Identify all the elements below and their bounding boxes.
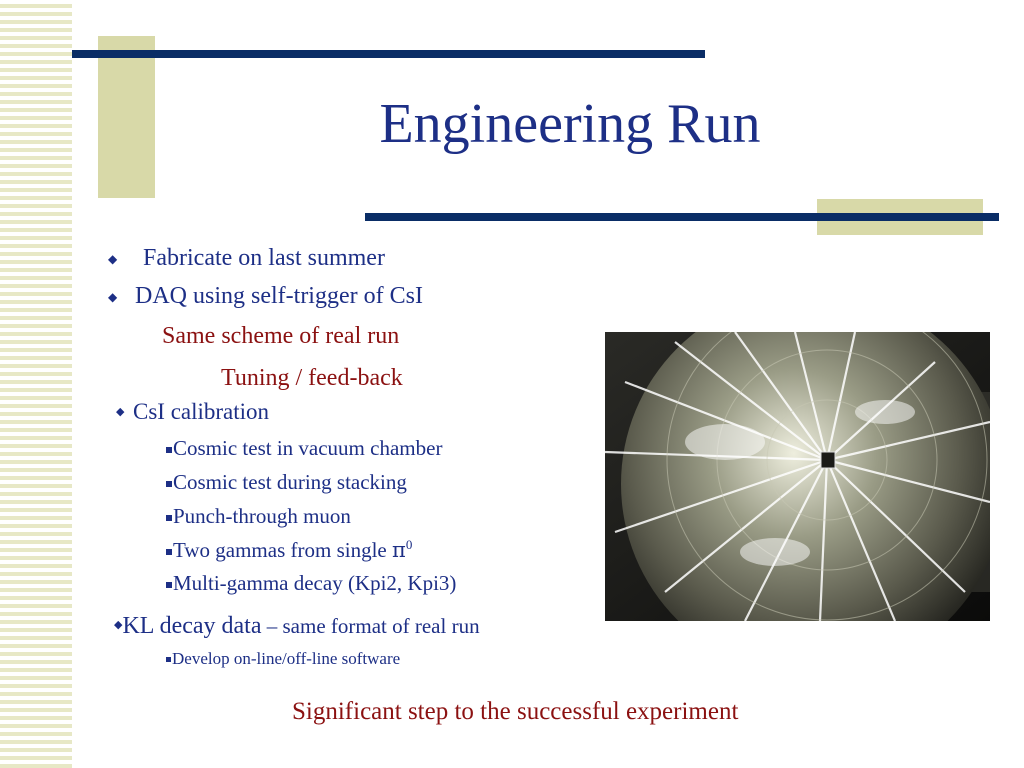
square-bullet-icon	[166, 657, 171, 662]
kl-decay-rest: – same format of real run	[261, 614, 480, 638]
calibration-item-text: Multi-gamma decay (Kpi2, Kpi3)	[173, 571, 457, 595]
pi-superscript: 0	[405, 537, 413, 552]
detector-photo	[605, 332, 990, 621]
calibration-item	[166, 436, 442, 461]
bullet-daq: DAQ using self-trigger of CsI	[135, 283, 423, 309]
left-stripe-decoration	[0, 0, 72, 768]
calibration-item-text: Punch-through muon	[173, 504, 351, 528]
olive-block-left	[98, 36, 155, 198]
bullet-csi-calibration: CsI calibration	[133, 399, 270, 424]
calibration-item-text: Cosmic test in vacuum chamber	[173, 436, 443, 460]
kl-decay-item	[166, 649, 400, 669]
calibration-item	[166, 537, 412, 563]
square-bullet-icon	[166, 447, 172, 453]
calibration-item	[166, 571, 456, 596]
calibration-item	[166, 504, 351, 529]
bullet-fabricate: Fabricate on last summer	[143, 245, 385, 271]
pi-symbol: π	[392, 538, 406, 562]
calibration-item	[166, 470, 407, 495]
kl-decay-item-text: Develop on-line/off-line software	[172, 649, 401, 668]
bottom-navy-bar	[365, 213, 999, 221]
square-bullet-icon	[166, 515, 172, 521]
square-bullet-icon	[166, 549, 172, 555]
diamond-bullet-icon: ◆	[108, 290, 118, 304]
square-bullet-icon	[166, 582, 172, 588]
calibration-item-text: Two gammas from single	[173, 538, 392, 562]
bullet-kl-decay	[114, 613, 480, 640]
daq-sub-tuning: Tuning / feed-back	[221, 365, 403, 391]
daq-sub-same-scheme: Same scheme of real run	[162, 323, 400, 349]
kl-decay-main: KL decay data	[122, 613, 262, 639]
square-bullet-icon	[166, 481, 172, 487]
diamond-bullet-icon: ◆	[114, 619, 123, 631]
slide-title: Engineering Run	[379, 93, 761, 155]
conclusion-text: Significant step to the successful experiment	[292, 698, 739, 725]
calibration-item-text: Cosmic test during stacking	[173, 470, 407, 494]
top-navy-bar	[72, 50, 705, 58]
diamond-bullet-icon: ◆	[116, 406, 125, 418]
diamond-bullet-icon: ◆	[108, 252, 118, 266]
